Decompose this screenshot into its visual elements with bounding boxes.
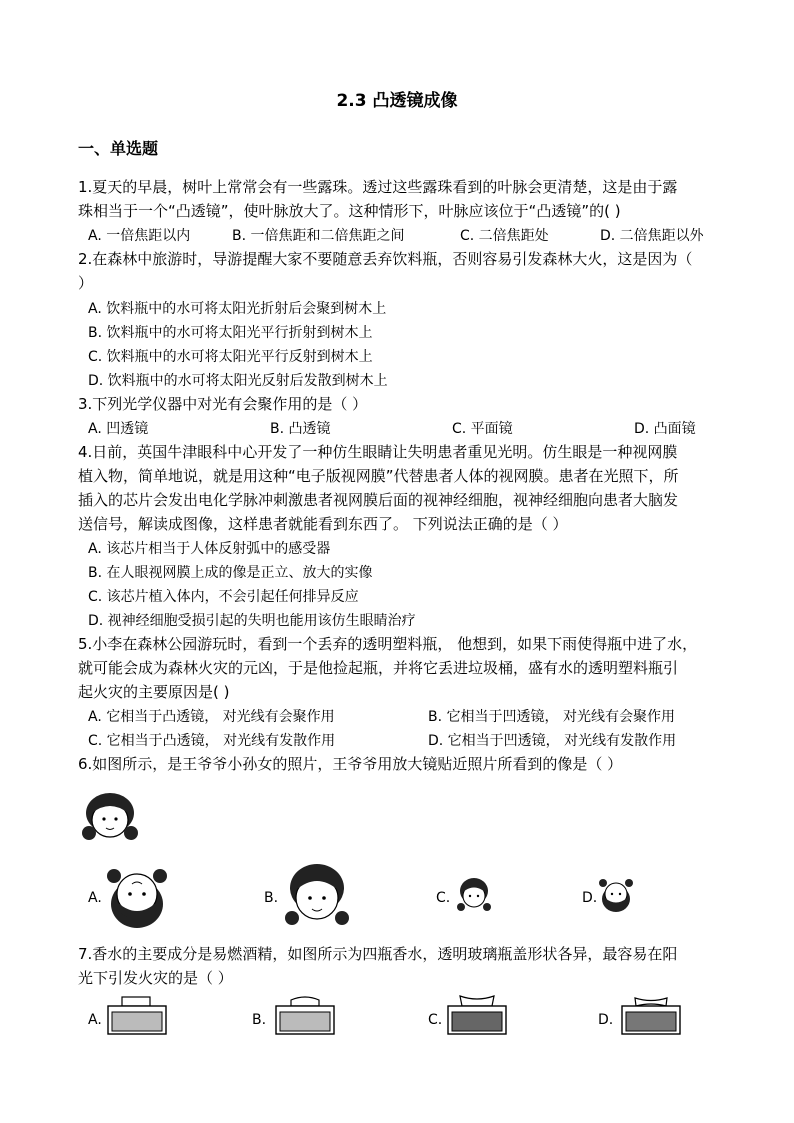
option-c[interactable]: C. 二倍焦距处 [460, 228, 549, 244]
question-text: 2.在森林中旅游时，导游提醒大家不要随意丢弃饮料瓶，否则容易引发森林大火，这是因为（ [78, 250, 693, 268]
option-c[interactable]: C. 该芯片植入体内，不会引起任何排异反应 [88, 589, 359, 605]
option-a[interactable]: A. 一倍焦距以内 [88, 228, 191, 244]
option-a[interactable]: A. 该芯片相当于人体反射弧中的感受器 [88, 541, 331, 557]
option-b[interactable]: B. [252, 1012, 267, 1028]
page-title: 2.3 凸透镜成像 [336, 91, 458, 111]
upright-small-image-figure[interactable] [458, 875, 490, 915]
option-b[interactable]: B. 它相当于凹透镜， 对光线有会聚作用 [428, 709, 675, 725]
section-heading: 一、单选题 [78, 139, 159, 158]
convex-cap-bottle-light[interactable] [274, 994, 336, 1036]
option-a[interactable]: A. [88, 890, 102, 906]
question-text: 送信号，解读成图像，这样患者就能看到东西了。 下列说法正确的是（ ） [78, 515, 568, 533]
option-b[interactable]: B. [264, 890, 279, 906]
question-text: 4.日前，英国牛津眼科中心开发了一种仿生眼睛让失明患者重见光明。仿生眼是一种视网膜 [78, 443, 678, 461]
inverted-large-image-figure[interactable] [108, 858, 166, 934]
option-d[interactable]: D. 它相当于凹透镜， 对光线有发散作用 [428, 733, 677, 749]
option-c[interactable]: C. 平面镜 [452, 421, 513, 437]
option-d[interactable]: D. 二倍焦距以外 [600, 228, 704, 244]
question-text: 5.小李在森林公园游玩时，看到一个丢弃的透明塑料瓶， 他想到，如果下雨使得瓶中进了水， [78, 635, 698, 653]
question-text: 珠相当于一个“凸透镜”，使叶脉放大了。这种情形下，叶脉应该位于“凸透镜”的( ) [78, 202, 621, 220]
option-a[interactable]: A. [88, 1012, 102, 1028]
concave-cap-bottle-dark[interactable] [446, 994, 508, 1036]
girl-photo-figure [80, 785, 140, 845]
option-a[interactable]: A. 饮料瓶中的水可将太阳光折射后会聚到树木上 [88, 301, 387, 317]
question-text: 7.香水的主要成分是易燃酒精，如图所示为四瓶香水，透明玻璃瓶盖形状各异，最容易在阳 [78, 945, 678, 963]
question-text: 光下引发火灾的是（ ） [78, 969, 233, 987]
option-c[interactable]: C. 饮料瓶中的水可将太阳光平行反射到树木上 [88, 349, 373, 365]
inverted-small-image-figure[interactable] [600, 875, 632, 915]
question-text: 3.下列光学仪器中对光有会聚作用的是（ ） [78, 395, 368, 413]
option-b[interactable]: B. 饮料瓶中的水可将太阳光平行折射到树木上 [88, 325, 373, 341]
option-d[interactable]: D. 凸面镜 [634, 421, 696, 437]
question-text: 植入物，简单地说，就是用这种“电子版视网膜”代替患者人体的视网膜。患者在光照下，所 [78, 467, 679, 485]
question-text: 插入的芯片会发出电化学脉冲刺激患者视网膜后面的视神经细胞，视神经细胞向患者大脑发 [78, 491, 679, 509]
upright-large-image-figure[interactable] [286, 858, 348, 934]
double-concave-cap-bottle-dark[interactable] [620, 994, 682, 1036]
question-text: 1.夏天的早晨，树叶上常常会有一些露珠。透过这些露珠看到的叶脉会更清楚，这是由于露 [78, 178, 678, 196]
question-text: 就可能会成为森林火灾的元凶，于是他捡起瓶，并将它丢进垃圾桶，盛有水的透明塑料瓶引 [78, 659, 679, 677]
option-b[interactable]: B. 在人眼视网膜上成的像是正立、放大的实像 [88, 565, 373, 581]
question-text: ） [78, 274, 94, 292]
option-d[interactable]: D. [598, 1012, 614, 1028]
option-c[interactable]: C. [436, 890, 451, 906]
option-a[interactable]: A. 它相当于凸透镜， 对光线有会聚作用 [88, 709, 335, 725]
question-text: 起火灾的主要原因是( ) [78, 683, 230, 701]
option-c[interactable]: C. 它相当于凸透镜， 对光线有发散作用 [88, 733, 336, 749]
option-d[interactable]: D. [582, 890, 598, 906]
option-d[interactable]: D. 视神经细胞受损引起的失明也能用该仿生眼睛治疗 [88, 613, 416, 629]
flat-cap-bottle-light[interactable] [106, 996, 168, 1036]
question-text: 6.如图所示，是王爷爷小孙女的照片，王爷爷用放大镜贴近照片所看到的像是（ ） [78, 755, 623, 773]
option-c[interactable]: C. [428, 1012, 443, 1028]
option-b[interactable]: B. 凸透镜 [270, 421, 331, 437]
option-a[interactable]: A. 凹透镜 [88, 421, 149, 437]
option-b[interactable]: B. 一倍焦距和二倍焦距之间 [232, 228, 405, 244]
option-d[interactable]: D. 饮料瓶中的水可将太阳光反射后发散到树木上 [88, 373, 388, 389]
